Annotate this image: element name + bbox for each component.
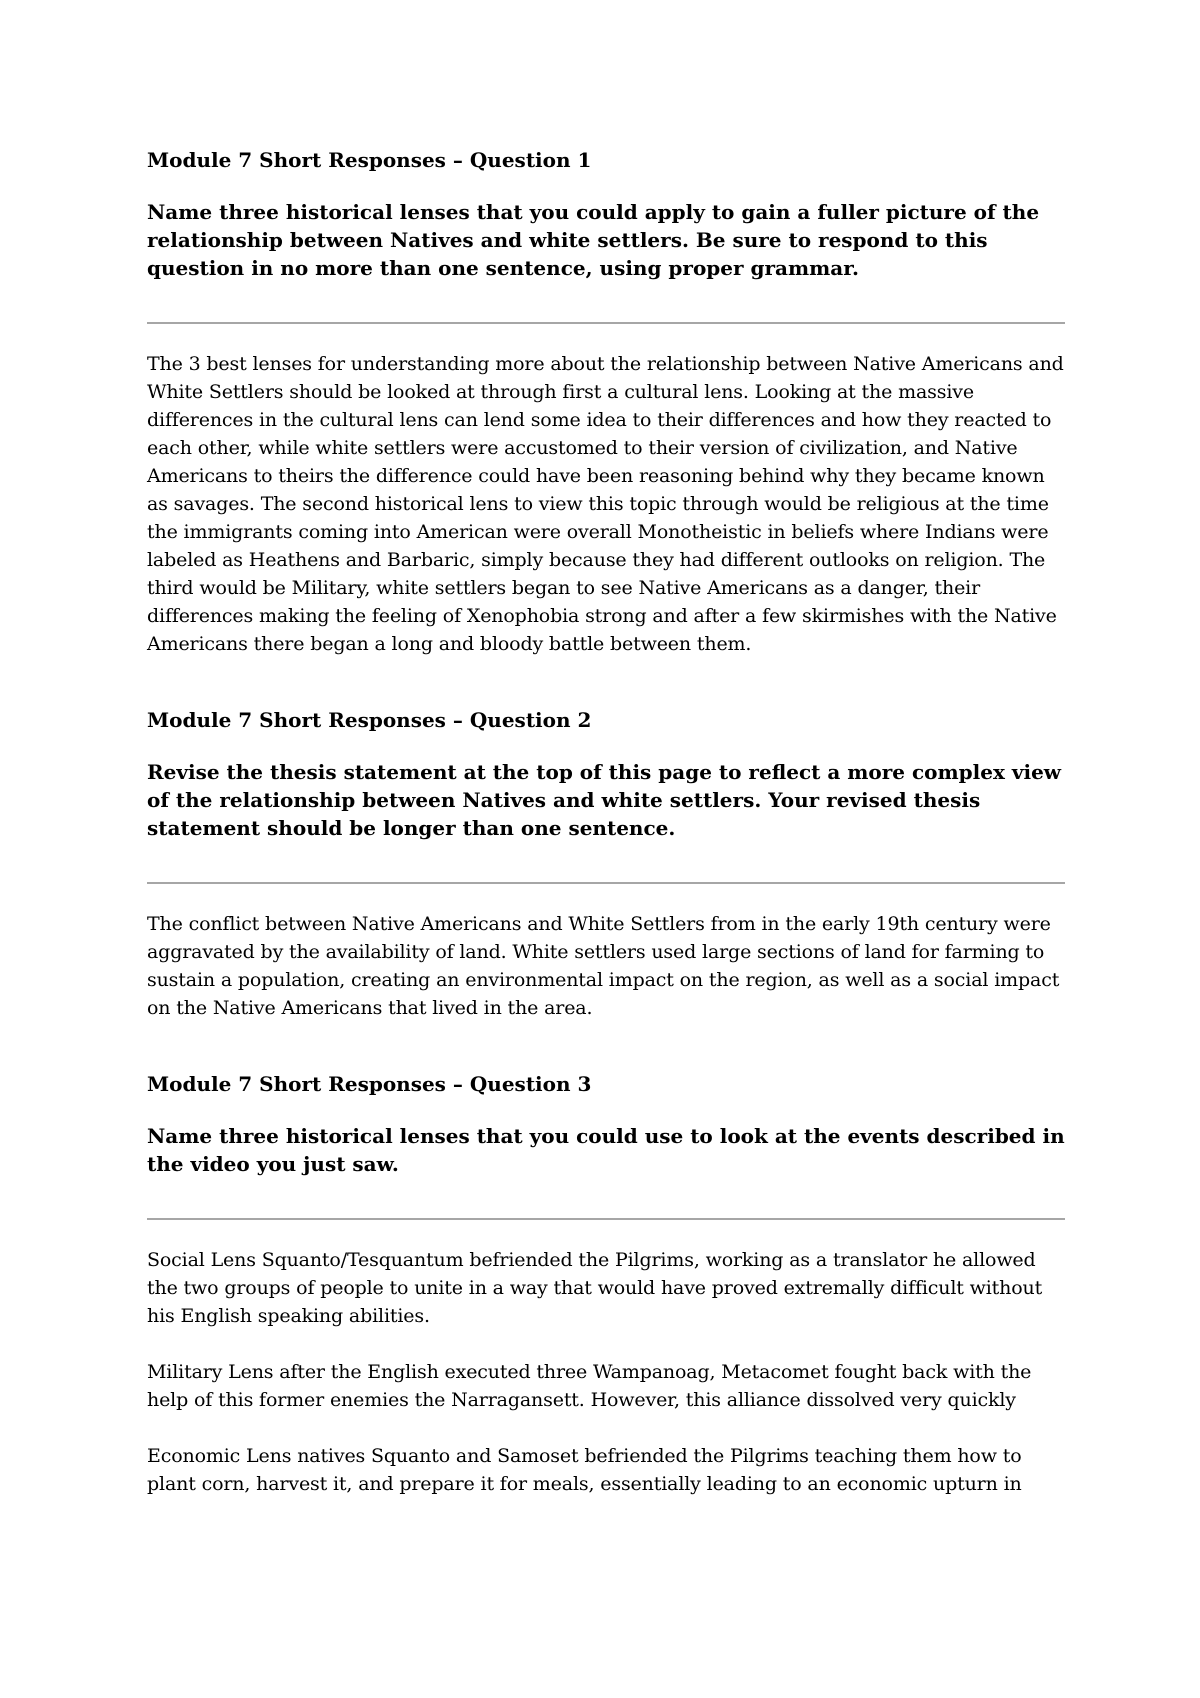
q2-answer: The conflict between Native Americans and White Settlers from in the early 19th century were aggravated by the availability of land. White settlers used large sections of land for farming to sustain a population, creating an environmental impact on the region, as well as a social impact on the Native Americans that lived in the area.: [147, 913, 1060, 1019]
q3-title: Module 7 Short Responses – Question 3: [147, 1072, 592, 1096]
q2-prompt: Revise the thesis statement at the top of this page to reflect a more complex view of the relationship between Natives and white settlers. Your revised thesis statement should be longer than one sentence.: [147, 760, 1062, 840]
document-page: [147, 146, 1065, 1498]
q1-answer: The 3 best lenses for understanding more about the relationship between Native Americans and White Settlers should be looked at through first a cultural lens. Looking at the massive differences in the cultural lens can lend some idea to their differences and how they reacted to each other, while white settlers were accustomed to their version of civilization, and Native Americans to theirs the difference could have been reasoning behind why they became known as savages. The second historical lens to view this topic through would be religious at the time the immigrants coming into American were overall Monotheistic in beliefs where Indians were labeled as Heathens and Barbaric, simply because they had different outlooks on religion. The third would be Military, white settlers began to see Native Americans as a danger, their differences making the feeling of Xenophobia strong and after a few skirmishes with the Native Americans there began a long and bloody battle between them.: [147, 353, 1064, 655]
q2-title: Module 7 Short Responses – Question 2: [147, 708, 592, 732]
q3-answer-military: Military Lens after the English executed three Wampanoag, Metacomet fought back with the help of this former enemies the Narragansett. However, this alliance dissolved very quickly: [147, 1361, 1032, 1411]
q1-title: Module 7 Short Responses – Question 1: [147, 148, 592, 172]
q1-prompt: Name three historical lenses that you could apply to gain a fuller picture of the relationship between Natives and white settlers. Be sure to respond to this question in no more than one sentence, using proper grammar.: [147, 200, 1040, 280]
q3-answer-social: Social Lens Squanto/Tesquantum befriended the Pilgrims, working as a translator he allowed the two groups of people to unite in a way that would have proved extremally difficult without his English speaking abilities.: [147, 1249, 1043, 1327]
q3-answer-economic: Economic Lens natives Squanto and Samoset befriended the Pilgrims teaching them how to plant corn, harvest it, and prepare it for meals, essentially leading to an economic upturn in: [147, 1445, 1022, 1495]
q3-prompt: Name three historical lenses that you could use to look at the events described in the video you just saw.: [147, 1124, 1065, 1176]
